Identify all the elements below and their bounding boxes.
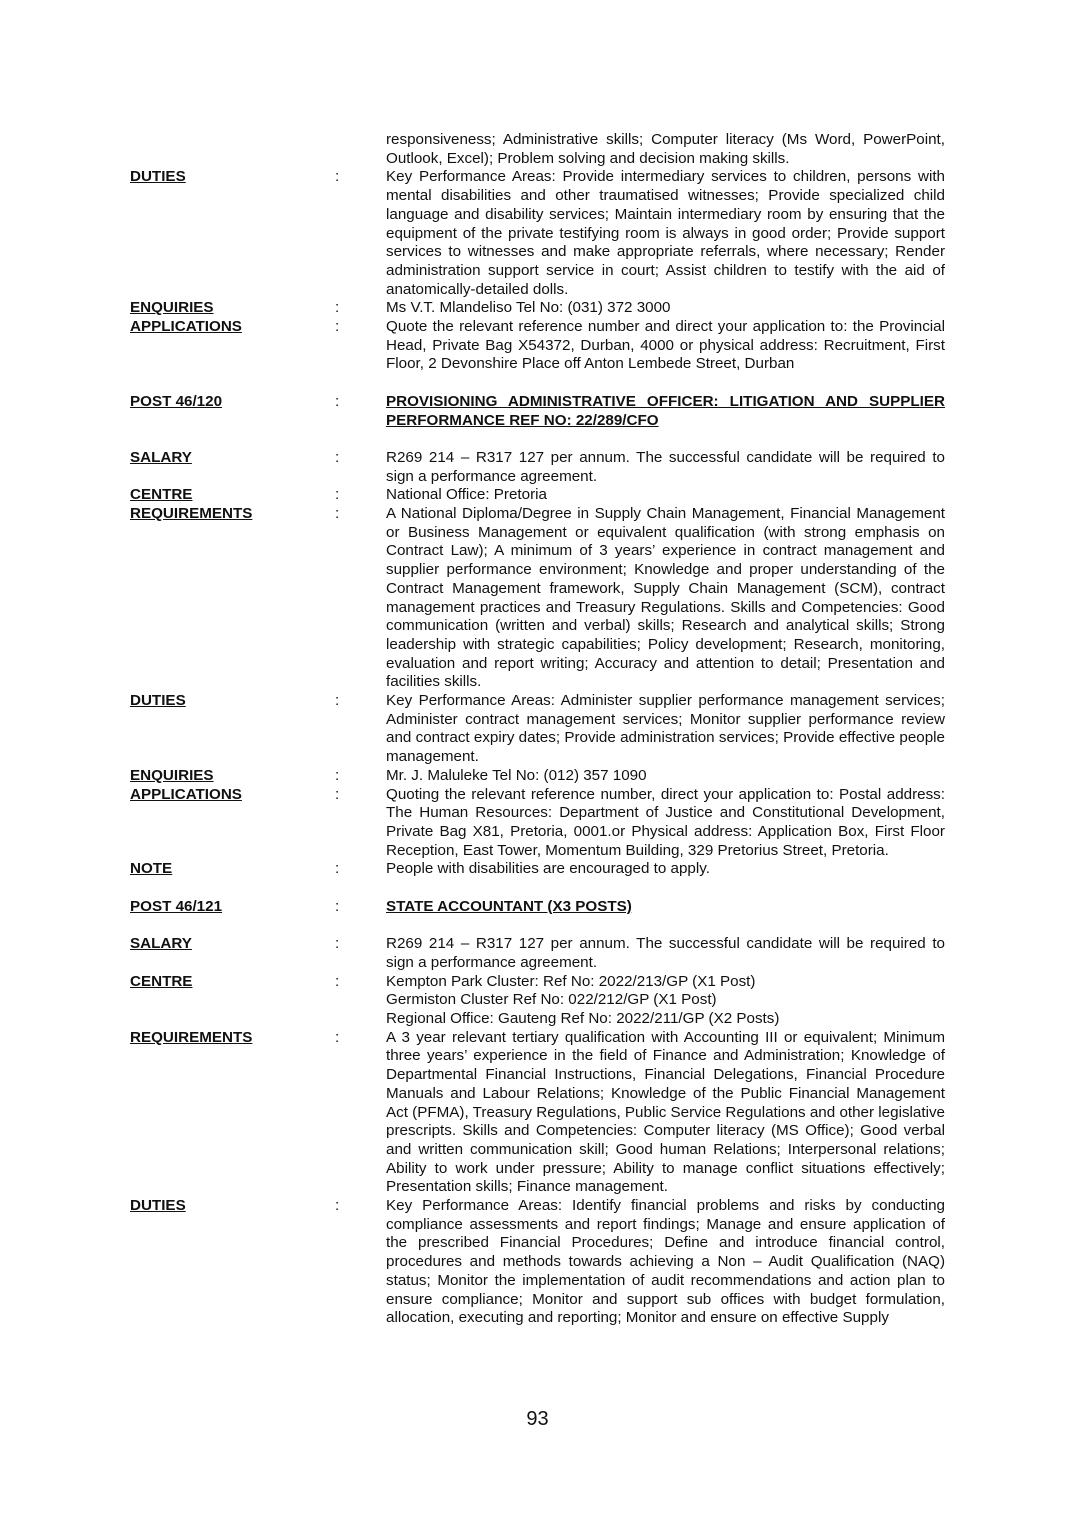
field-value: Key Performance Areas: Identify financial problems and risks by conducting compliance assessments and report findings; Manage and ensure application of the prescribed Financial Procedures; Define and introduce financial control, procedures and methods towards achieving a Non – Audit Qualification (NAQ) status; Monitor the implementation of audit recommendations and action plan to ensure compliance; Monitor and support sub offices with budget formulation, allocation, executing and reporting; Monitor and ensure on effective Supply: [386, 1197, 945, 1327]
field-label: DUTIES: [130, 168, 186, 186]
field-colon: :: [335, 897, 340, 915]
field-label: REQUIREMENTS: [130, 1028, 253, 1046]
field-value: R269 214 – R317 127 per annum. The successful candidate will be required to sign a performance agreement.: [386, 448, 945, 485]
field-colon: :: [335, 935, 340, 953]
field-colon: :: [335, 766, 340, 784]
field-label: APPLICATIONS: [130, 318, 242, 336]
field-label: APPLICATIONS: [130, 785, 242, 803]
field-label: ENQUIRIES: [130, 766, 214, 784]
field-row-duties: [130, 1197, 945, 1328]
field-colon: :: [335, 299, 340, 317]
field-row-centre: [130, 973, 945, 1029]
centre-line: Germiston Cluster Ref No: 022/212/GP (X1 Post): [386, 991, 717, 1009]
field-value: People with disabilities are encouraged to apply.: [386, 860, 710, 878]
post-number: POST 46/121: [130, 897, 223, 915]
field-colon: :: [335, 1197, 340, 1215]
field-colon: :: [335, 860, 340, 878]
field-colon: :: [335, 692, 340, 710]
field-label: DUTIES: [130, 692, 186, 710]
field-colon: :: [335, 972, 340, 990]
field-row-enquiries: [130, 767, 945, 786]
field-label: REQUIREMENTS: [130, 505, 253, 523]
document-page: [130, 131, 945, 1328]
field-value: A National Diploma/Degree in Supply Chain Management, Financial Management or Business Management or equivalent qualification (with strong emphasis on Contract Law); A minimum of 3 years’ experience in contract management and supplier performance environment; Knowledge and proper understanding of the Contract Management framework, Supply Chain Management (SCM), contract management practices and Treasury Regulations. Skills and Competencies: Good communication (written and verbal) skills; Research and analytical skills; Strong leadership with strategic capabilities; Policy development; Research, monitoring, evaluation and report writing; Accuracy and attention to detail; Presentation and facilities skills.: [386, 505, 945, 691]
field-colon: :: [335, 168, 340, 186]
field-value: [386, 973, 945, 1029]
field-colon: :: [335, 392, 340, 410]
post-heading-row: [130, 393, 945, 430]
page-number: 93: [526, 1408, 549, 1430]
field-colon: :: [335, 448, 340, 466]
field-colon: :: [335, 505, 340, 523]
field-label: ENQUIRIES: [130, 299, 214, 317]
field-value: National Office: Pretoria: [386, 486, 547, 504]
field-colon: :: [335, 785, 340, 803]
field-value: Mr. J. Maluleke Tel No: (012) 357 1090: [386, 766, 647, 784]
intro-text: responsiveness; Administrative skills; Computer literacy (Ms Word, PowerPoint, Outlook, Excel); Problem solving and decision making skills.: [386, 131, 945, 167]
field-row-duties: [130, 692, 945, 767]
field-row-requirements: [130, 505, 945, 692]
field-colon: :: [335, 1028, 340, 1046]
field-row-enquiries: [130, 299, 945, 318]
field-label: NOTE: [130, 860, 173, 878]
field-value: Quote the relevant reference number and direct your application to: the Provincial Head, Private Bag X54372, Durban, 4000 or physical address: Recruitment, First Floor, 2 Devonshire Place off Anton Lembede Street, Durban: [386, 318, 945, 373]
field-row-applications: [130, 786, 945, 861]
field-label: CENTRE: [130, 972, 193, 990]
centre-line: Regional Office: Gauteng Ref No: 2022/211/GP (X2 Posts): [386, 1009, 780, 1027]
field-value: Ms V.T. Mlandeliso Tel No: (031) 372 3000: [386, 299, 671, 317]
field-row-salary: [130, 449, 945, 486]
centre-line: Kempton Park Cluster: Ref No: 2022/213/GP (X1 Post): [386, 972, 756, 990]
field-value: Key Performance Areas: Administer supplier performance management services; Administer contract management services; Monitor supplier performance review and contract expiry dates; Provide administration services; Provide effective people management.: [386, 692, 945, 766]
field-colon: :: [335, 318, 340, 336]
field-row-salary: [130, 935, 945, 972]
field-value: R269 214 – R317 127 per annum. The successful candidate will be required to sign a performance agreement.: [386, 935, 945, 971]
field-value: A 3 year relevant tertiary qualification with Accounting III or equivalent; Minimum three years’ experience in the field of Finance and Administration; Knowledge of Departmental Financial Instructions, Financial Delegations, Financial Procedure Manuals and Labour Relations; Knowledge of the Public Financial Management Act (PFMA), Treasury Regulations, Public Service Regulations and other legislative prescripts. Skills and Competencies: Computer literacy (MS Office); Good verbal and written communication skill; Good human Relations; Interpersonal relations; Ability to work under pressure; Ability to manage conflict situations effectively; Presentation skills; Finance management.: [386, 1028, 945, 1196]
field-row-note: [130, 860, 945, 879]
field-row-centre: [130, 486, 945, 505]
field-colon: :: [335, 486, 340, 504]
field-label: SALARY: [130, 935, 192, 953]
field-value: Key Performance Areas: Provide intermediary services to children, persons with mental disabilities and other traumatised witnesses; Provide specialized child language and disability services; Maintain intermediary room by ensuring that the equipment of the private testifying room is always in good order; Provide support services to witnesses and make appropriate referrals, where necessary; Render administration support service in court; Assist children to testify with the aid of anatomically-detailed dolls.: [386, 168, 945, 298]
post-title: PROVISIONING ADMINISTRATIVE OFFICER: LITIGATION AND SUPPLIER PERFORMANCE REF NO: 22/289/CFO: [386, 392, 945, 429]
post-number: POST 46/120: [130, 392, 223, 410]
field-value: Quoting the relevant reference number, direct your application to: Postal address: The Human Resources: Department of Justice and Constitutional Development, Private Bag X81, Pretoria, 0001.or Physical address: Application Box, First Floor Reception, East Tower, Momentum Building, 329 Pretorius Street, Pretoria.: [386, 785, 945, 859]
field-row-duties: [130, 168, 945, 299]
field-row-requirements: [130, 1029, 945, 1197]
field-label: SALARY: [130, 448, 192, 466]
post-heading-row: [130, 898, 945, 917]
post-title: STATE ACCOUNTANT (X3 POSTS): [386, 897, 632, 915]
field-label: DUTIES: [130, 1197, 186, 1215]
intro-row: [130, 131, 945, 168]
field-row-applications: [130, 318, 945, 374]
field-label: CENTRE: [130, 486, 193, 504]
